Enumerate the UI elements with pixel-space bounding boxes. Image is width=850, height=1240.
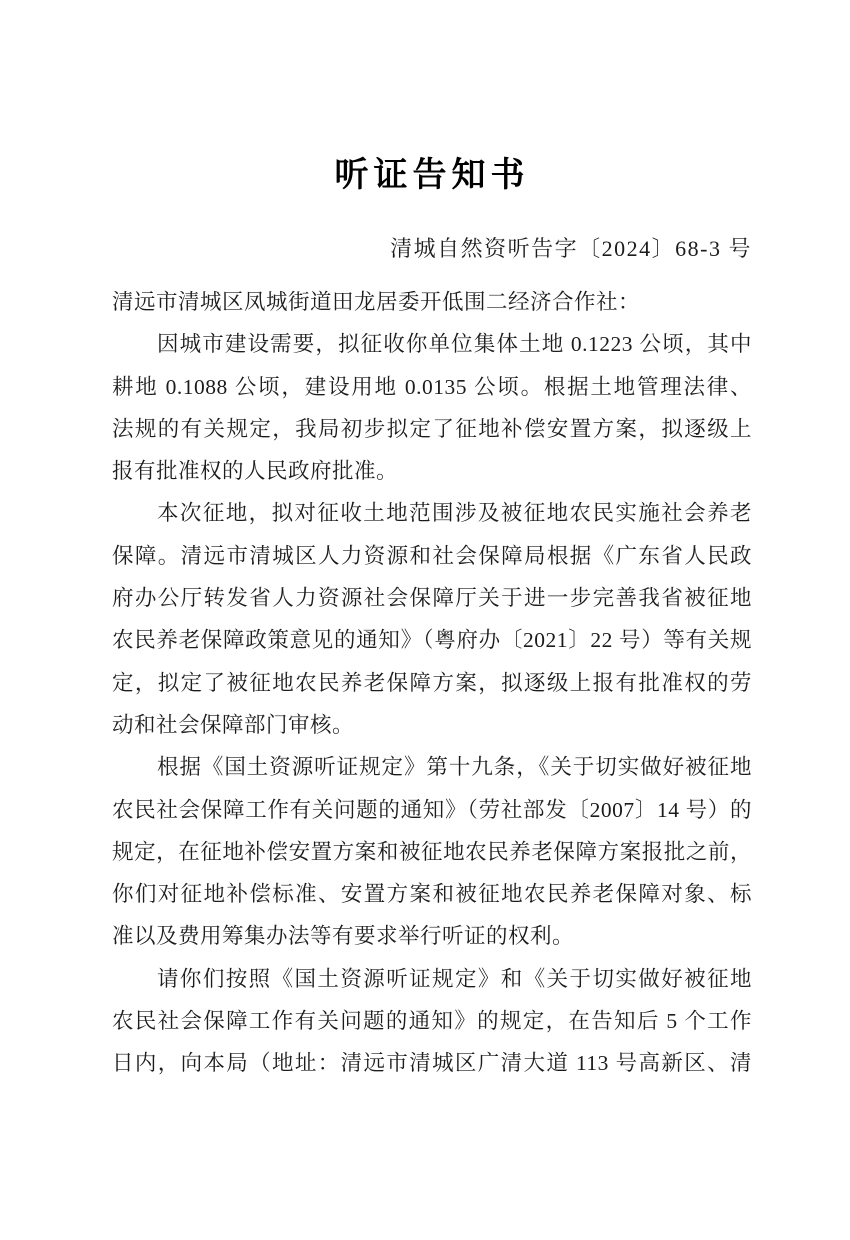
body-line: 动和社会保障部门审核。 [112,712,355,737]
body-line: 农民养老保障政策意见的通知》（粤府办〔2021〕22 号）等有关规 [112,628,752,653]
body-paragraphs [112,323,752,1084]
document-body [112,281,752,1085]
body-line: 本次征地，拟对征收土地范围涉及被征地农民实施社会养老 [157,501,752,526]
body-line: 准以及费用筹集办法等有要求举行听证的权利。 [112,924,575,949]
body-line: 因城市建设需要，拟征收你单位集体土地 0.1223 公顷，其中 [157,332,752,357]
document-number: 清城自然资听告字〔2024〕68-3 号 [390,236,752,261]
body-line: 保障。清远市清城区人力资源和社会保障局根据《广东省人民政 [112,543,752,568]
body-line: 日内，向本局（地址：清远市清城区广清大道 113 号高新区、清 [112,1051,752,1076]
body-line: 法规的有关规定，我局初步拟定了征地补偿安置方案，拟逐级上 [112,416,752,441]
body-line: 请你们按照《国土资源听证规定》和《关于切实做好被征地 [157,966,752,991]
body-line: 农民社会保障工作有关问题的通知》（劳社部发〔2007〕14 号）的 [112,797,752,822]
body-line: 定，拟定了被征地农民养老保障方案，拟逐级上报有批准权的劳 [112,670,752,695]
body-line: 耕地 0.1088 公顷，建设用地 0.0135 公顷。根据土地管理法律、 [112,374,752,399]
body-line: 农民社会保障工作有关问题的通知》的规定，在告知后 5 个工作 [112,1009,752,1034]
body-line: 根据《国土资源听证规定》第十九条，《关于切实做好被征地 [157,755,752,780]
body-line: 规定，在征地补偿安置方案和被征地农民养老保障方案报批之前， [112,839,752,864]
body-line: 府办公厅转发省人力资源社会保障厅关于进一步完善我省被征地 [112,586,752,611]
body-line: 报有批准权的人民政府批准。 [112,459,399,484]
document-title: 听证告知书 [334,157,530,194]
body-line: 你们对征地补偿标准、安置方案和被征地农民养老保障对象、标 [112,882,752,907]
recipient-line: 清远市清城区凤城街道田龙居委开低围二经济合作社： [112,290,641,314]
